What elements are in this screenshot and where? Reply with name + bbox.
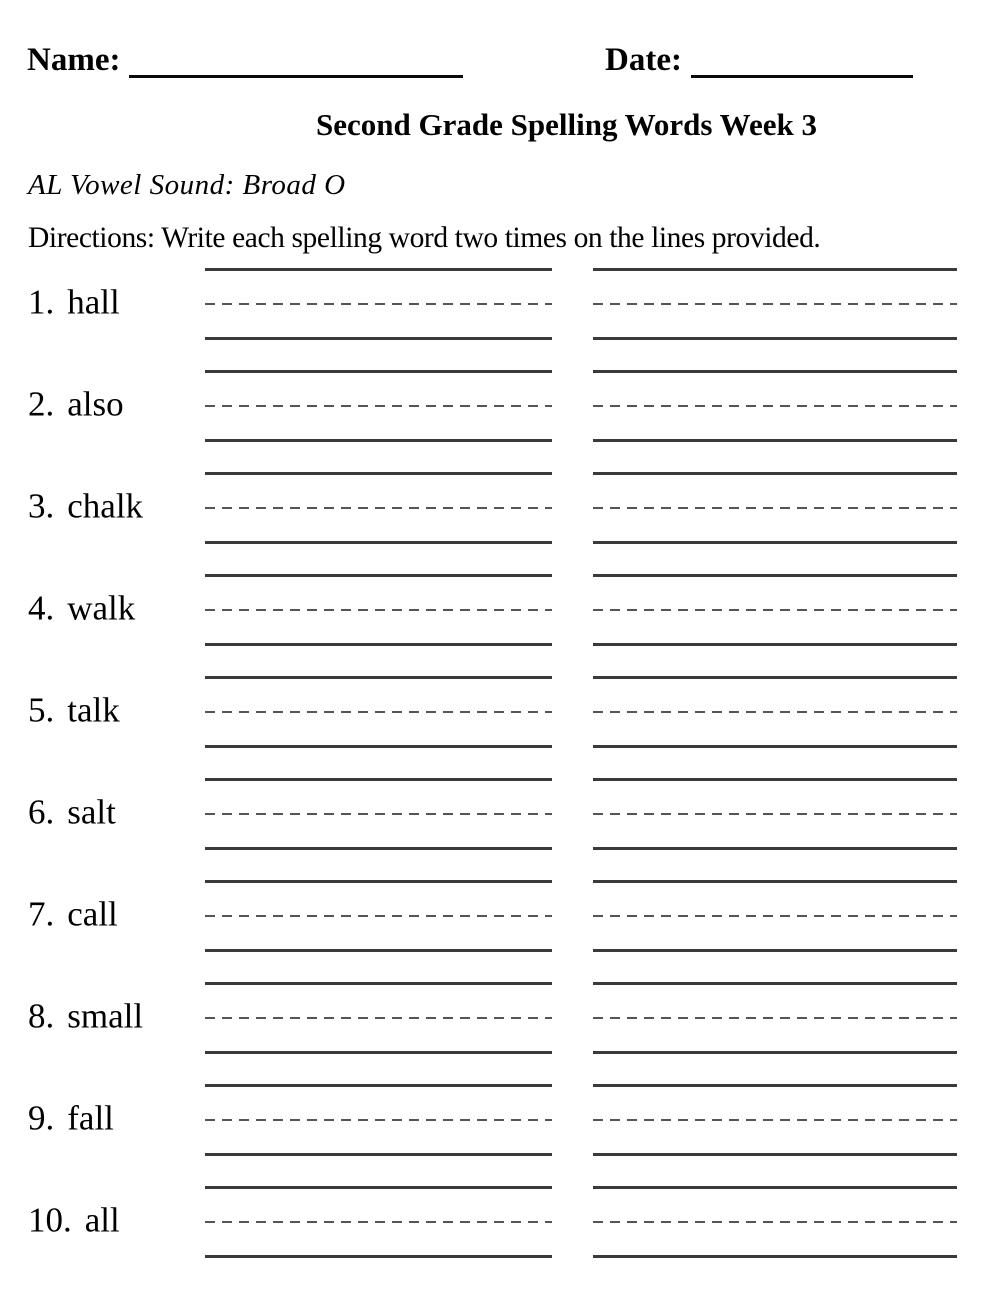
name-label: Name: <box>27 42 121 78</box>
writing-area-second[interactable] <box>593 1069 957 1171</box>
word-number: 7. <box>28 894 55 934</box>
word-text: salt <box>67 792 116 832</box>
dashed-mid-line <box>205 915 552 917</box>
word-number: 5. <box>28 690 55 730</box>
solid-bottom-line <box>593 337 957 340</box>
writing-area-second[interactable] <box>593 253 957 355</box>
name-field <box>27 42 463 78</box>
word-text: small <box>67 996 144 1036</box>
date-blank-line[interactable] <box>691 42 913 78</box>
solid-bottom-line <box>593 541 957 544</box>
word-number: 1. <box>28 282 55 322</box>
dashed-mid-line <box>205 609 552 611</box>
word-row <box>0 559 981 661</box>
solid-top-line <box>593 982 957 985</box>
word-label <box>28 996 143 1036</box>
word-label <box>28 690 120 730</box>
solid-top-line <box>593 472 957 475</box>
writing-area-second[interactable] <box>593 661 957 763</box>
dashed-mid-line <box>205 507 552 509</box>
writing-area-second[interactable] <box>593 559 957 661</box>
writing-area-first[interactable] <box>205 1069 552 1171</box>
name-blank-line[interactable] <box>129 42 463 78</box>
dashed-mid-line <box>593 1119 957 1121</box>
word-text: hall <box>67 282 120 322</box>
solid-top-line <box>593 268 957 271</box>
solid-top-line <box>593 880 957 883</box>
writing-area-second[interactable] <box>593 457 957 559</box>
dashed-mid-line <box>205 813 552 815</box>
word-row <box>0 763 981 865</box>
dashed-mid-line <box>593 813 957 815</box>
solid-top-line <box>205 982 552 985</box>
word-number: 9. <box>28 1098 55 1138</box>
dashed-mid-line <box>593 507 957 509</box>
solid-bottom-line <box>205 541 552 544</box>
solid-bottom-line <box>205 643 552 646</box>
word-row <box>0 1171 981 1273</box>
directions-text: Directions: Write each spelling word two times on the lines provided. <box>28 222 821 254</box>
solid-top-line <box>593 676 957 679</box>
solid-bottom-line <box>205 847 552 850</box>
dashed-mid-line <box>593 609 957 611</box>
word-text: talk <box>67 690 120 730</box>
solid-bottom-line <box>205 1051 552 1054</box>
solid-bottom-line <box>205 1153 552 1156</box>
writing-area-first[interactable] <box>205 559 552 661</box>
solid-bottom-line <box>205 439 552 442</box>
word-number: 3. <box>28 486 55 526</box>
word-row <box>0 253 981 355</box>
dashed-mid-line <box>205 711 552 713</box>
writing-area-first[interactable] <box>205 967 552 1069</box>
solid-top-line <box>205 370 552 373</box>
word-label <box>28 588 135 628</box>
solid-bottom-line <box>593 847 957 850</box>
solid-bottom-line <box>593 949 957 952</box>
word-text: fall <box>67 1098 114 1138</box>
word-text: walk <box>67 588 136 628</box>
dashed-mid-line <box>205 303 552 305</box>
word-label <box>28 1098 114 1138</box>
solid-bottom-line <box>593 745 957 748</box>
solid-top-line <box>205 472 552 475</box>
word-row <box>0 661 981 763</box>
dashed-mid-line <box>593 1017 957 1019</box>
solid-top-line <box>205 268 552 271</box>
dashed-mid-line <box>205 1221 552 1223</box>
word-row <box>0 865 981 967</box>
solid-bottom-line <box>593 643 957 646</box>
word-number: 8. <box>28 996 55 1036</box>
date-field <box>605 42 913 78</box>
writing-area-first[interactable] <box>205 865 552 967</box>
solid-bottom-line <box>205 337 552 340</box>
dashed-mid-line <box>205 405 552 407</box>
dashed-mid-line <box>205 1017 552 1019</box>
solid-top-line <box>205 880 552 883</box>
word-label <box>28 894 118 934</box>
date-label: Date: <box>605 42 682 78</box>
dashed-mid-line <box>593 303 957 305</box>
writing-area-first[interactable] <box>205 1171 552 1273</box>
dashed-mid-line <box>593 405 957 407</box>
dashed-mid-line <box>593 711 957 713</box>
worksheet-title: Second Grade Spelling Words Week 3 <box>316 107 817 142</box>
dashed-mid-line <box>205 1119 552 1121</box>
writing-area-second[interactable] <box>593 865 957 967</box>
dashed-mid-line <box>593 1221 957 1223</box>
word-text: chalk <box>67 486 144 526</box>
word-text: call <box>67 894 118 934</box>
word-text: all <box>84 1200 120 1240</box>
word-text: also <box>67 384 124 424</box>
solid-top-line <box>205 574 552 577</box>
word-row <box>0 355 981 457</box>
writing-area-first[interactable] <box>205 661 552 763</box>
solid-bottom-line <box>593 1051 957 1054</box>
word-label <box>28 486 143 526</box>
solid-top-line <box>205 1186 552 1189</box>
solid-top-line <box>205 676 552 679</box>
word-row <box>0 967 981 1069</box>
word-label <box>28 792 116 832</box>
word-number: 6. <box>28 792 55 832</box>
writing-area-first[interactable] <box>205 355 552 457</box>
solid-bottom-line <box>205 949 552 952</box>
writing-area-second[interactable] <box>593 1171 957 1273</box>
solid-top-line <box>593 1084 957 1087</box>
word-row <box>0 457 981 559</box>
word-row <box>0 1069 981 1171</box>
word-number: 10. <box>28 1200 72 1240</box>
writing-area-first[interactable] <box>205 763 552 865</box>
word-label <box>28 282 120 322</box>
word-number: 4. <box>28 588 55 628</box>
word-number: 2. <box>28 384 55 424</box>
solid-top-line <box>205 778 552 781</box>
writing-area-first[interactable] <box>205 253 552 355</box>
solid-bottom-line <box>593 439 957 442</box>
writing-area-first[interactable] <box>205 457 552 559</box>
solid-bottom-line <box>593 1153 957 1156</box>
solid-top-line <box>593 1186 957 1189</box>
solid-top-line <box>593 574 957 577</box>
writing-area-second[interactable] <box>593 967 957 1069</box>
dashed-mid-line <box>593 915 957 917</box>
spelling-word-list <box>0 253 981 1273</box>
solid-top-line <box>593 778 957 781</box>
solid-top-line <box>593 370 957 373</box>
writing-area-second[interactable] <box>593 355 957 457</box>
lesson-subtitle: AL Vowel Sound: Broad O <box>28 169 346 201</box>
word-label <box>28 384 124 424</box>
solid-bottom-line <box>205 1255 552 1258</box>
solid-top-line <box>205 1084 552 1087</box>
writing-area-second[interactable] <box>593 763 957 865</box>
solid-bottom-line <box>205 745 552 748</box>
solid-bottom-line <box>593 1255 957 1258</box>
word-label <box>28 1200 120 1240</box>
